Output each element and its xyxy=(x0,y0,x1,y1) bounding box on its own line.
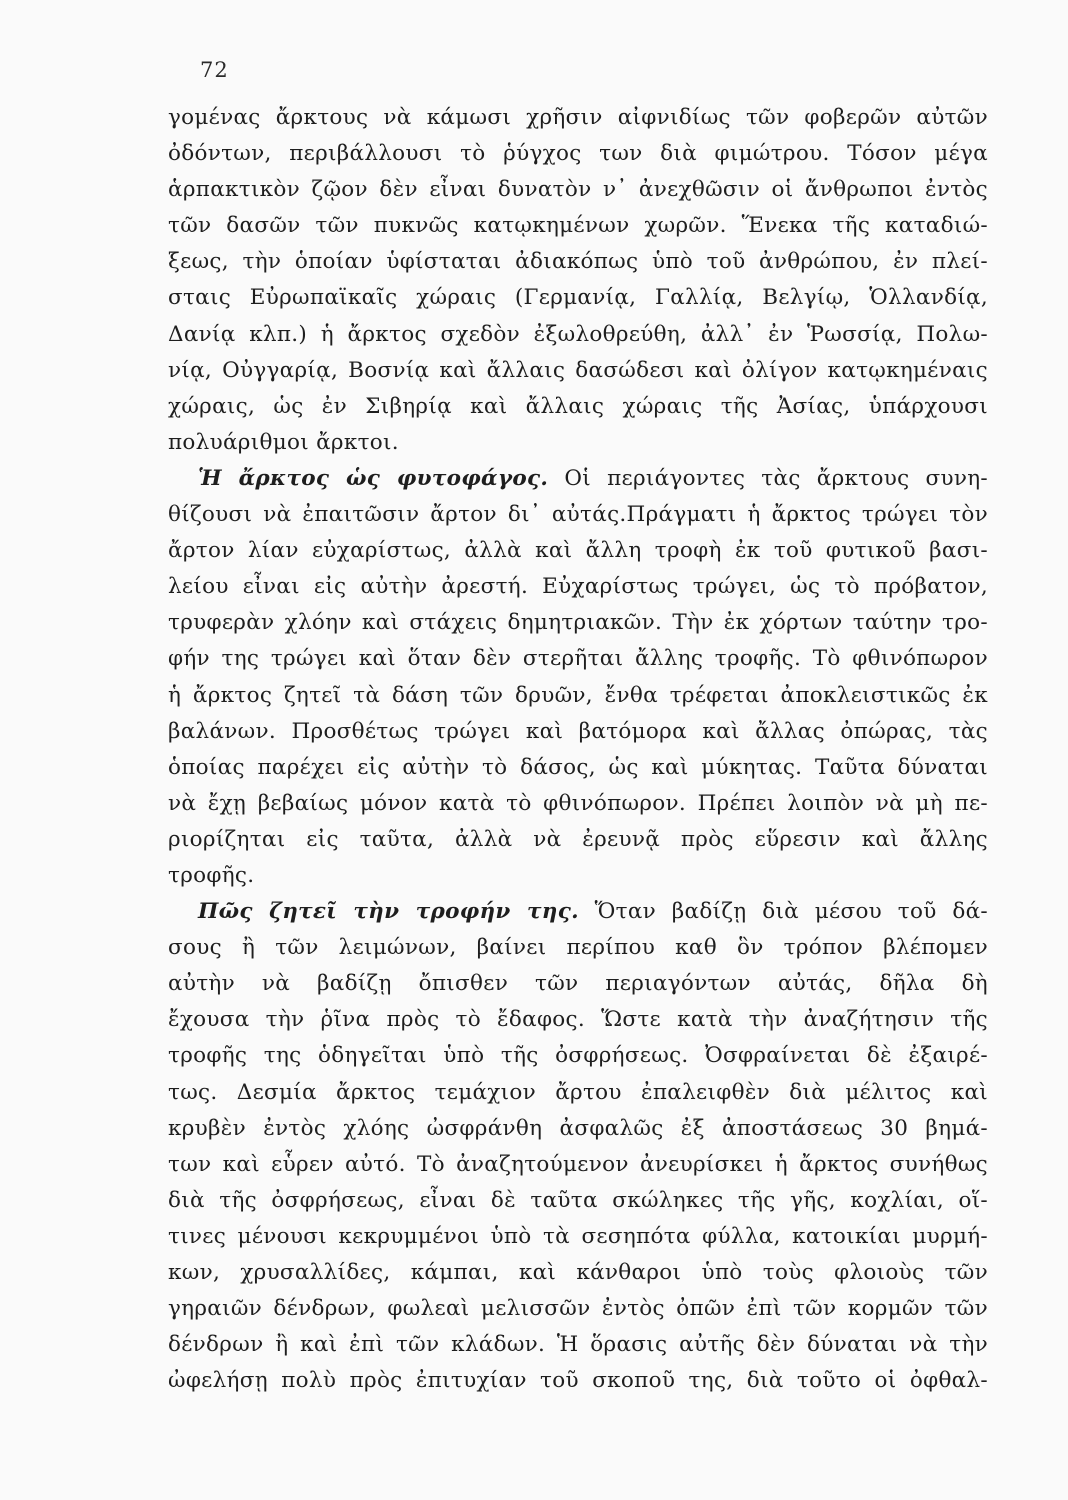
line-text: τως. Δεσμία ἄρκτος τεμάχιον ἄρτου ἐπαλειφθὲν διὰ μέλιτος καὶ xyxy=(168,1079,988,1105)
text-line xyxy=(168,1111,988,1147)
line-text: ἡ ἄρκτος ζητεῖ τὰ δάση τῶν δρυῶν, ἔνθα τρέφεται ἀποκλειστικῶς ἐκ xyxy=(168,682,988,708)
text-line xyxy=(168,1147,988,1183)
line-text: νὰ ἔχῃ βεβαίως μόνον κατὰ τὸ φθινόπωρον. Πρέπει λοιπὸν νὰ μὴ πε- xyxy=(168,790,988,816)
line-text: δένδρων ἢ καὶ ἐπὶ τῶν κλάδων. Ἡ ὅρασις αὐτῆς δὲν δύναται νὰ τὴν xyxy=(168,1332,988,1358)
line-text: ξεως, τὴν ὁποίαν ὑφίσταται ἀδιακόπως ὑπὸ τοῦ ἀνθρώπου, ἐν πλεί- xyxy=(168,249,988,275)
line-text: ἄρτον λίαν εὐχαρίστως, ἀλλὰ καὶ ἄλλη τροφὴ ἐκ τοῦ φυτικοῦ βασι- xyxy=(168,538,988,564)
text-line xyxy=(168,353,988,389)
line-text: τινες μένουσι κεκρυμμένοι ὑπὸ τὰ σεσηπότα φύλλα, κατοικίαι μυρμή- xyxy=(168,1223,988,1249)
text-line xyxy=(168,1219,988,1255)
text-line xyxy=(168,244,988,280)
line-text: ἔχουσα τὴν ῥῖνα πρὸς τὸ ἔδαφος. Ὥστε κατὰ τὴν ἀναζήτησιν τῆς xyxy=(168,1007,988,1033)
text-line xyxy=(168,714,988,750)
line-text: ὀδόντων, περιβάλλουσι τὸ ῥύγχος των διὰ φιμώτρου. Τόσον μέγα xyxy=(168,141,988,167)
text-line xyxy=(168,208,988,244)
text-line xyxy=(168,280,988,316)
text-line xyxy=(168,1075,988,1111)
text-line xyxy=(168,605,988,641)
text-line xyxy=(168,1038,988,1074)
line-text: τροφῆς της ὁδηγεῖται ὑπὸ τῆς ὀσφρήσεως. Ὀσφραίνεται δὲ ἐξαιρέ- xyxy=(168,1043,988,1069)
text-line xyxy=(168,317,988,353)
line-text: πολυάριθμοι ἄρκτοι. xyxy=(168,429,399,455)
line-text: ὁποίας παρέχει εἰς αὐτὴν τὸ δάσος, ὡς καὶ μύκητας. Ταῦτα δύναται xyxy=(168,754,988,780)
body-text xyxy=(168,100,988,1399)
text-line xyxy=(168,1363,988,1399)
text-line xyxy=(168,1327,988,1363)
text-line xyxy=(168,533,988,569)
line-text: ἁρπακτικὸν ζῷον δὲν εἶναι δυνατὸν ν᾽ ἀνεχθῶσιν οἱ ἄνθρωποι ἐντὸς xyxy=(168,177,988,203)
line-text: των καὶ εὗρεν αὐτό. Τὸ ἀναζητούμενον ἀνευρίσκει ἡ ἄρκτος συνήθως xyxy=(168,1151,988,1177)
line-text: βαλάνων. Προσθέτως τρώγει καὶ βατόμορα καὶ ἄλλας ὀπώρας, τὰς xyxy=(168,718,988,744)
line-text: γομένας ἄρκτους νὰ κάμωσι χρῆσιν αἰφνιδίως τῶν φοβερῶν αὐτῶν xyxy=(168,105,988,130)
line-text: τρυφερὰν χλόην καὶ στάχεις δημητριακῶν. Τὴν ἐκ χόρτων ταύτην τρο- xyxy=(168,610,988,636)
text-line xyxy=(168,750,988,786)
text-line xyxy=(168,1002,988,1038)
text-line xyxy=(168,389,988,425)
text-line xyxy=(168,641,988,677)
line-text: λείου εἶναι εἰς αὐτὴν ἀρεστή. Εὐχαρίστως τρώγει, ὡς τὸ πρόβατον, xyxy=(168,574,988,600)
line-text: σους ἢ τῶν λειμώνων, βαίνει περίπου καθ ὃν τρόπον βλέπομεν xyxy=(168,935,988,961)
line-text: Οἱ περιάγοντες τὰς ἄρκτους συνη- xyxy=(548,465,988,491)
line-text: ὠφελήσῃ πολὺ πρὸς ἐπιτυχίαν τοῦ σκοποῦ της, διὰ τοῦτο οἱ ὀφθαλ- xyxy=(168,1368,988,1394)
line-text: αὐτὴν νὰ βαδίζῃ ὄπισθεν τῶν περιαγόντων αὐτάς, δῆλα δὴ xyxy=(168,971,988,997)
text-line xyxy=(168,497,988,533)
line-text: σταις Εὐρωπαϊκαῖς χώραις (Γερμανίᾳ, Γαλλίᾳ, Βελγίῳ, Ὁλλανδίᾳ, xyxy=(168,285,988,311)
line-text: τῶν δασῶν τῶν πυκνῶς κατῳκημένων χωρῶν. Ἕνεκα τῆς καταδιώ- xyxy=(168,213,988,239)
line-text: νίᾳ, Οὐγγαρίᾳ, Βοσνίᾳ καὶ ἄλλαις δασώδεσι καὶ ὀλίγον κατῳκημέναις xyxy=(168,357,988,383)
page-number: 72 xyxy=(200,58,229,82)
line-text: διὰ τῆς ὀσφρήσεως, εἶναι δὲ ταῦτα σκώληκες τῆς γῆς, κοχλίαι, οἵ- xyxy=(168,1187,988,1213)
line-text: Δανίᾳ κλπ.) ἡ ἄρκτος σχεδὸν ἐξωλοθρεύθη, ἀλλ᾽ ἐν Ῥωσσίᾳ, Πολω- xyxy=(168,321,988,347)
text-line xyxy=(168,1255,988,1291)
line-text: Ὅταν βαδίζῃ διὰ μέσου τοῦ δά- xyxy=(578,899,988,925)
text-line xyxy=(168,1183,988,1219)
line-text: κων, χρυσαλλίδες, κάμπαι, καὶ κάνθαροι ὑπὸ τοὺς φλοιοὺς τῶν xyxy=(168,1260,988,1285)
text-line xyxy=(168,858,988,894)
line-text: γηραιῶν δένδρων, φωλεαὶ μελισσῶν ἐντὸς ὀπῶν ἐπὶ τῶν κορμῶν τῶν xyxy=(168,1296,988,1322)
text-line xyxy=(168,569,988,605)
text-line xyxy=(168,822,988,858)
text-line xyxy=(168,678,988,714)
line-text: τροφῆς. xyxy=(168,862,255,888)
text-line xyxy=(168,894,988,930)
text-line xyxy=(168,136,988,172)
line-text: χώραις, ὡς ἐν Σιβηρίᾳ καὶ ἄλλαις χώραις τῆς Ἀσίας, ὑπάρχουσι xyxy=(168,393,988,419)
line-text: ριορίζηται εἰς ταῦτα, ἀλλὰ νὰ ἐρευνᾷ πρὸς εὕρεσιν καὶ ἄλλης xyxy=(168,826,988,852)
text-line xyxy=(168,786,988,822)
text-line xyxy=(168,425,988,461)
text-line xyxy=(168,966,988,1002)
text-line xyxy=(168,930,988,966)
text-line xyxy=(168,1291,988,1327)
section-heading: Ἡ ἄρκτος ὡς φυτοφάγος. xyxy=(198,465,549,491)
text-line xyxy=(168,461,988,497)
section-heading: Πῶς ζητεῖ τὴν τροφήν της. xyxy=(198,899,579,925)
line-text: κρυβὲν ἐντὸς χλόης ὠσφράνθη ἀσφαλῶς ἐξ ἀποστάσεως 30 βημά- xyxy=(168,1115,988,1141)
line-text: θίζουσι νὰ ἐπαιτῶσιν ἄρτον δι᾽ αὐτάς.Πράγματι ἡ ἄρκτος τρώγει τὸν xyxy=(168,502,988,528)
text-line xyxy=(168,100,988,136)
text-line xyxy=(168,172,988,208)
line-text: φήν της τρώγει καὶ ὅταν δὲν στερῆται ἄλλης τροφῆς. Τὸ φθινόπωρον xyxy=(168,646,988,672)
